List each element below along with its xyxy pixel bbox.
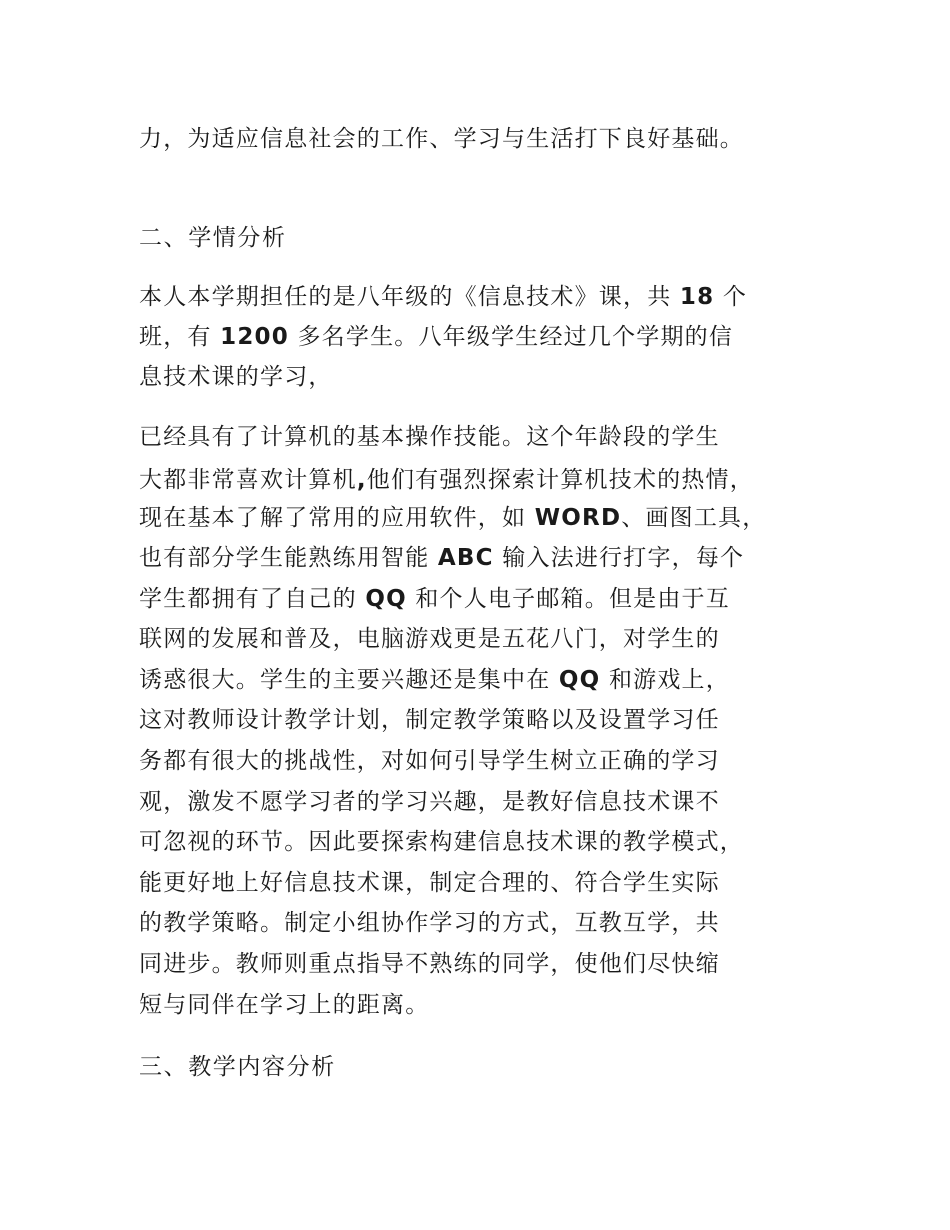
para1-line-2: 班，有 1200 多名学生。八年级学生经过几个学期的信 (139, 324, 734, 350)
para2-line-3: 现在基本了解了常用的应用软件，如 WORD、画图工具， (139, 505, 767, 531)
para2-line-4: 也有部分学生能熟练用智能 ABC 输入法进行打字，每个 (139, 545, 745, 571)
para2-line-1: 已经具有了计算机的基本操作技能。这个年龄段的学生 (139, 424, 720, 450)
para2-line-15: 短与同伴在学习上的距离。 (139, 992, 430, 1018)
section-2-heading: 二、学情分析 (139, 225, 287, 251)
para2-line-6: 联网的发展和普及，电脑游戏更是五花八门，对学生的 (139, 626, 720, 652)
para2-line-5: 学生都拥有了自己的 QQ 和个人电子邮箱。但是由于互 (139, 586, 730, 612)
intro-tail-line: 力，为适应信息社会的工作、学习与生活打下良好基础。 (139, 126, 744, 152)
para2-line-12: 能更好地上好信息技术课，制定合理的、符合学生实际 (139, 870, 720, 896)
para2-line-7: 诱惑很大。学生的主要兴趣还是集中在 QQ 和游戏上， (139, 667, 730, 693)
para2-line-14: 同进步。教师则重点指导不熟练的同学，使他们尽快缩 (139, 951, 720, 977)
para2-line-2: 大都非常喜欢计算机,他们有强烈探索计算机技术的热情， (139, 467, 754, 493)
para2-line-8: 这对教师设计教学计划，制定教学策略以及设置学习任 (139, 707, 720, 733)
para2-line-13: 的教学策略。制定小组协作学习的方式，互教互学，共 (139, 910, 720, 936)
para2-line-9: 务都有很大的挑战性，对如何引导学生树立正确的学习 (139, 748, 720, 774)
para1-line-1: 本人本学期担任的是八年级的《信息技术》课，共 18 个 (139, 284, 748, 310)
section-3-heading: 三、教学内容分析 (139, 1054, 336, 1080)
para2-line-11: 可忽视的环节。因此要探索构建信息技术课的教学模式， (139, 829, 744, 855)
para1-line-3: 息技术课的学习， (139, 364, 333, 390)
para2-line-10: 观，激发不愿学习者的学习兴趣，是教好信息技术课不 (139, 789, 720, 815)
